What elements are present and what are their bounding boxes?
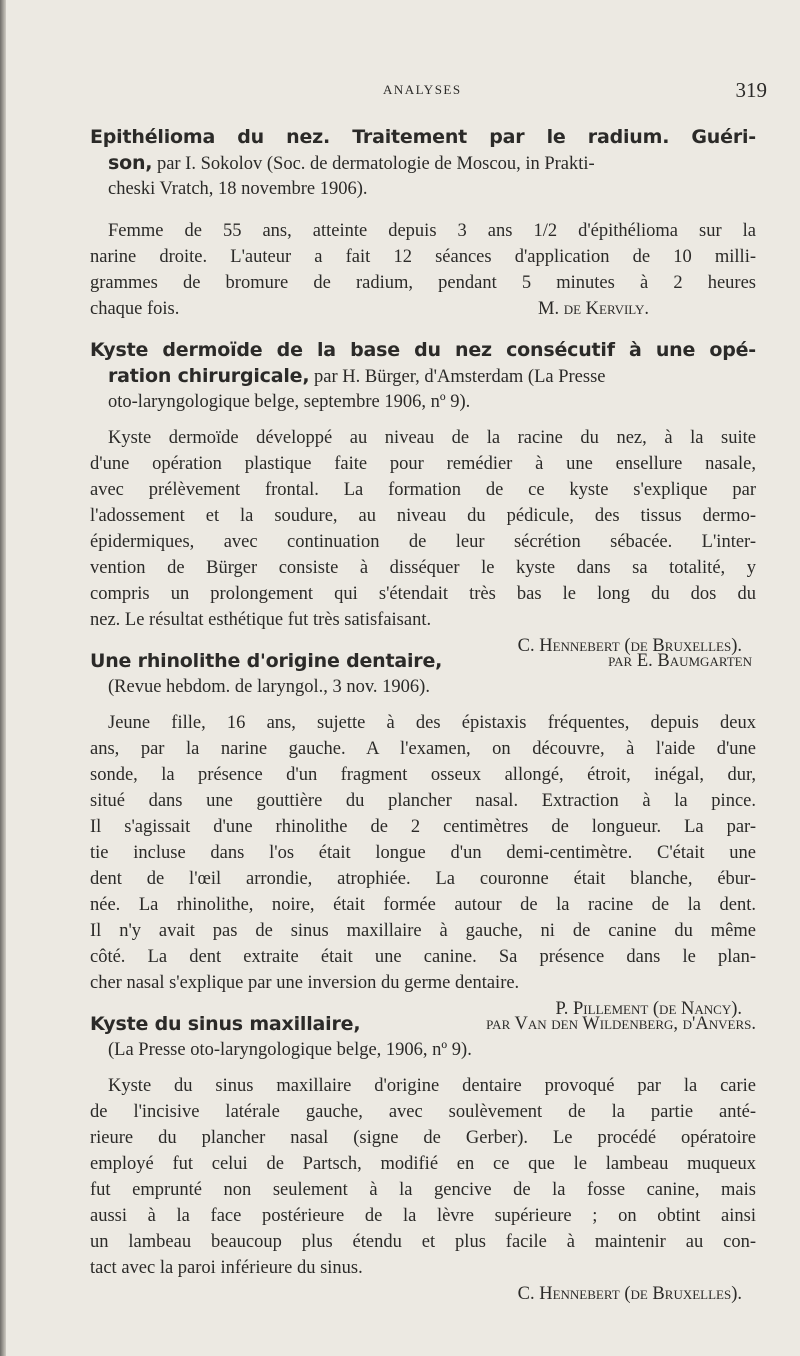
body-line: un lambeau beaucoup plus étendu et plus facile à maintenir au con-	[90, 1232, 756, 1252]
body-line: Jeune fille, 16 ans, sujette à des épistaxis fréquentes, depuis deux	[108, 713, 756, 733]
article-heading-line	[90, 1011, 756, 1037]
body-line: rieure du plancher nasal (signe de Gerber). Le procédé opératoire	[90, 1128, 756, 1148]
body-line: aussi à la face postérieure de la lèvre supérieure ; on obtint ainsi	[90, 1206, 756, 1226]
article-heading-line	[90, 648, 756, 674]
body-line: de l'incisive latérale gauche, avec soulèvement de la partie anté-	[90, 1102, 756, 1122]
body-line: côté. La dent extraite était une canine. Sa présence dans le plan-	[90, 947, 756, 967]
body-line: compris un prolongement qui s'étendait très bas le long du dos du	[90, 584, 756, 604]
author-signature: C. Hennebert (de Bruxelles).	[517, 636, 742, 656]
body-line: situé dans une gouttière du plancher nasal. Extraction à la pince.	[90, 791, 756, 811]
body-line: cher nasal s'explique par une inversion du germe dentaire.	[90, 973, 520, 993]
citation-line: cheski Vratch, 18 novembre 1906).	[108, 179, 368, 199]
body-line: sonde, la présence d'un fragment osseux allongé, étroit, inégal, dur,	[90, 765, 756, 785]
spacer	[90, 202, 756, 218]
article-heading: Une rhinolithe d'origine dentaire,	[90, 650, 443, 672]
author-signature: C. Hennebert (de Bruxelles).	[517, 1284, 742, 1304]
running-head	[0, 78, 800, 104]
page-number: 319	[735, 78, 767, 102]
article-epithelioma	[90, 124, 756, 322]
spacer	[90, 1063, 756, 1073]
body-line: vention de Bürger consiste à disséquer le kyste dans sa totalité, y	[90, 558, 756, 578]
body-line: grammes de bromure de radium, pendant 5 minutes à 2 heures	[90, 273, 756, 293]
spacer	[90, 415, 756, 425]
author-signature: P. Pillement (de Nancy).	[555, 999, 742, 1019]
article-rhinolithe	[90, 648, 756, 1022]
article-citation	[90, 150, 756, 176]
citation-line: (Revue hebdom. de laryngol., 3 nov. 1906).	[108, 677, 430, 697]
body-line: tie incluse dans l'os était longue d'un demi-centimètre. C'était une	[90, 843, 756, 863]
body-line: épidermiques, avec continuation de leur sécrétion sébacée. L'inter-	[90, 532, 756, 552]
spacer	[90, 700, 756, 710]
running-title: ANALYSES	[383, 82, 462, 97]
article-citation	[90, 363, 756, 389]
article-kyste-sinus	[90, 1011, 756, 1307]
article-heading-end: ration chirurgicale,	[108, 365, 310, 387]
body-line-with-signature	[90, 296, 756, 322]
citation-line: oto-laryngologique belge, septembre 1906, nº 9).	[108, 392, 471, 412]
body-line: nez. Le résultat esthétique fut très satisfaisant.	[90, 610, 432, 630]
body-line: ans, par la narine gauche. A l'examen, on découvre, à l'aide d'une	[90, 739, 756, 759]
body-line: fut emprunté non seulement à la gencive de la fosse canine, mais	[90, 1180, 756, 1200]
body-line: dent de l'œil arrondie, atrophiée. La couronne était blanche, ébur-	[90, 869, 756, 889]
article-kyste-dermoide	[90, 337, 756, 659]
body-line: Kyste dermoïde développé au niveau de la racine du nez, à la suite	[108, 428, 756, 448]
body-line: Il s'agissait d'une rhinolithe de 2 centimètres de longueur. La par-	[90, 817, 756, 837]
body-line: Il n'y avait pas de sinus maxillaire à gauche, ni de canine du même	[90, 921, 756, 941]
body-line: narine droite. L'auteur a fait 12 séances d'application de 10 milli-	[90, 247, 756, 267]
author-signature: M. de Kervily.	[538, 299, 649, 319]
page-spine-shadow	[0, 0, 6, 1356]
citation-line: par H. Bürger, d'Amsterdam (La Presse	[314, 367, 606, 387]
article-author: par Van den Wildenberg, d'Anvers.	[486, 1014, 756, 1034]
body-line: chaque fois.	[90, 299, 180, 319]
citation-line: par I. Sokolov (Soc. de dermatologie de Moscou, in Prakti-	[156, 154, 595, 174]
body-line: employé fut celui de Partsch, modifié en ce que le lambeau muqueux	[90, 1154, 756, 1174]
body-line: tact avec la paroi inférieure du sinus.	[90, 1258, 363, 1278]
article-heading-end: son,	[108, 152, 153, 174]
body-line: Kyste du sinus maxillaire d'origine dentaire provoqué par la carie	[108, 1076, 756, 1096]
article-heading: Kyste dermoïde de la base du nez consécutif à une opé-	[90, 339, 756, 361]
article-author: par E. Baumgarten	[608, 651, 752, 671]
citation-line: (La Presse oto-laryngologique belge, 1906, nº 9).	[108, 1040, 472, 1060]
body-line: avec prélèvement frontal. La formation de ce kyste s'explique par	[90, 480, 756, 500]
article-heading: Epithélioma du nez. Traitement par le radium. Guéri-	[90, 126, 756, 148]
article-heading: Kyste du sinus maxillaire,	[90, 1013, 361, 1035]
body-line: née. La rhinolithe, noire, était formée autour de la racine de la dent.	[90, 895, 756, 915]
body-line: Femme de 55 ans, atteinte depuis 3 ans 1/2 d'épithélioma sur la	[108, 221, 756, 241]
body-line: l'adossement et la soudure, au niveau du pédicule, des tissus dermo-	[90, 506, 756, 526]
body-line: d'une opération plastique faite pour remédier à une ensellure nasale,	[90, 454, 756, 474]
